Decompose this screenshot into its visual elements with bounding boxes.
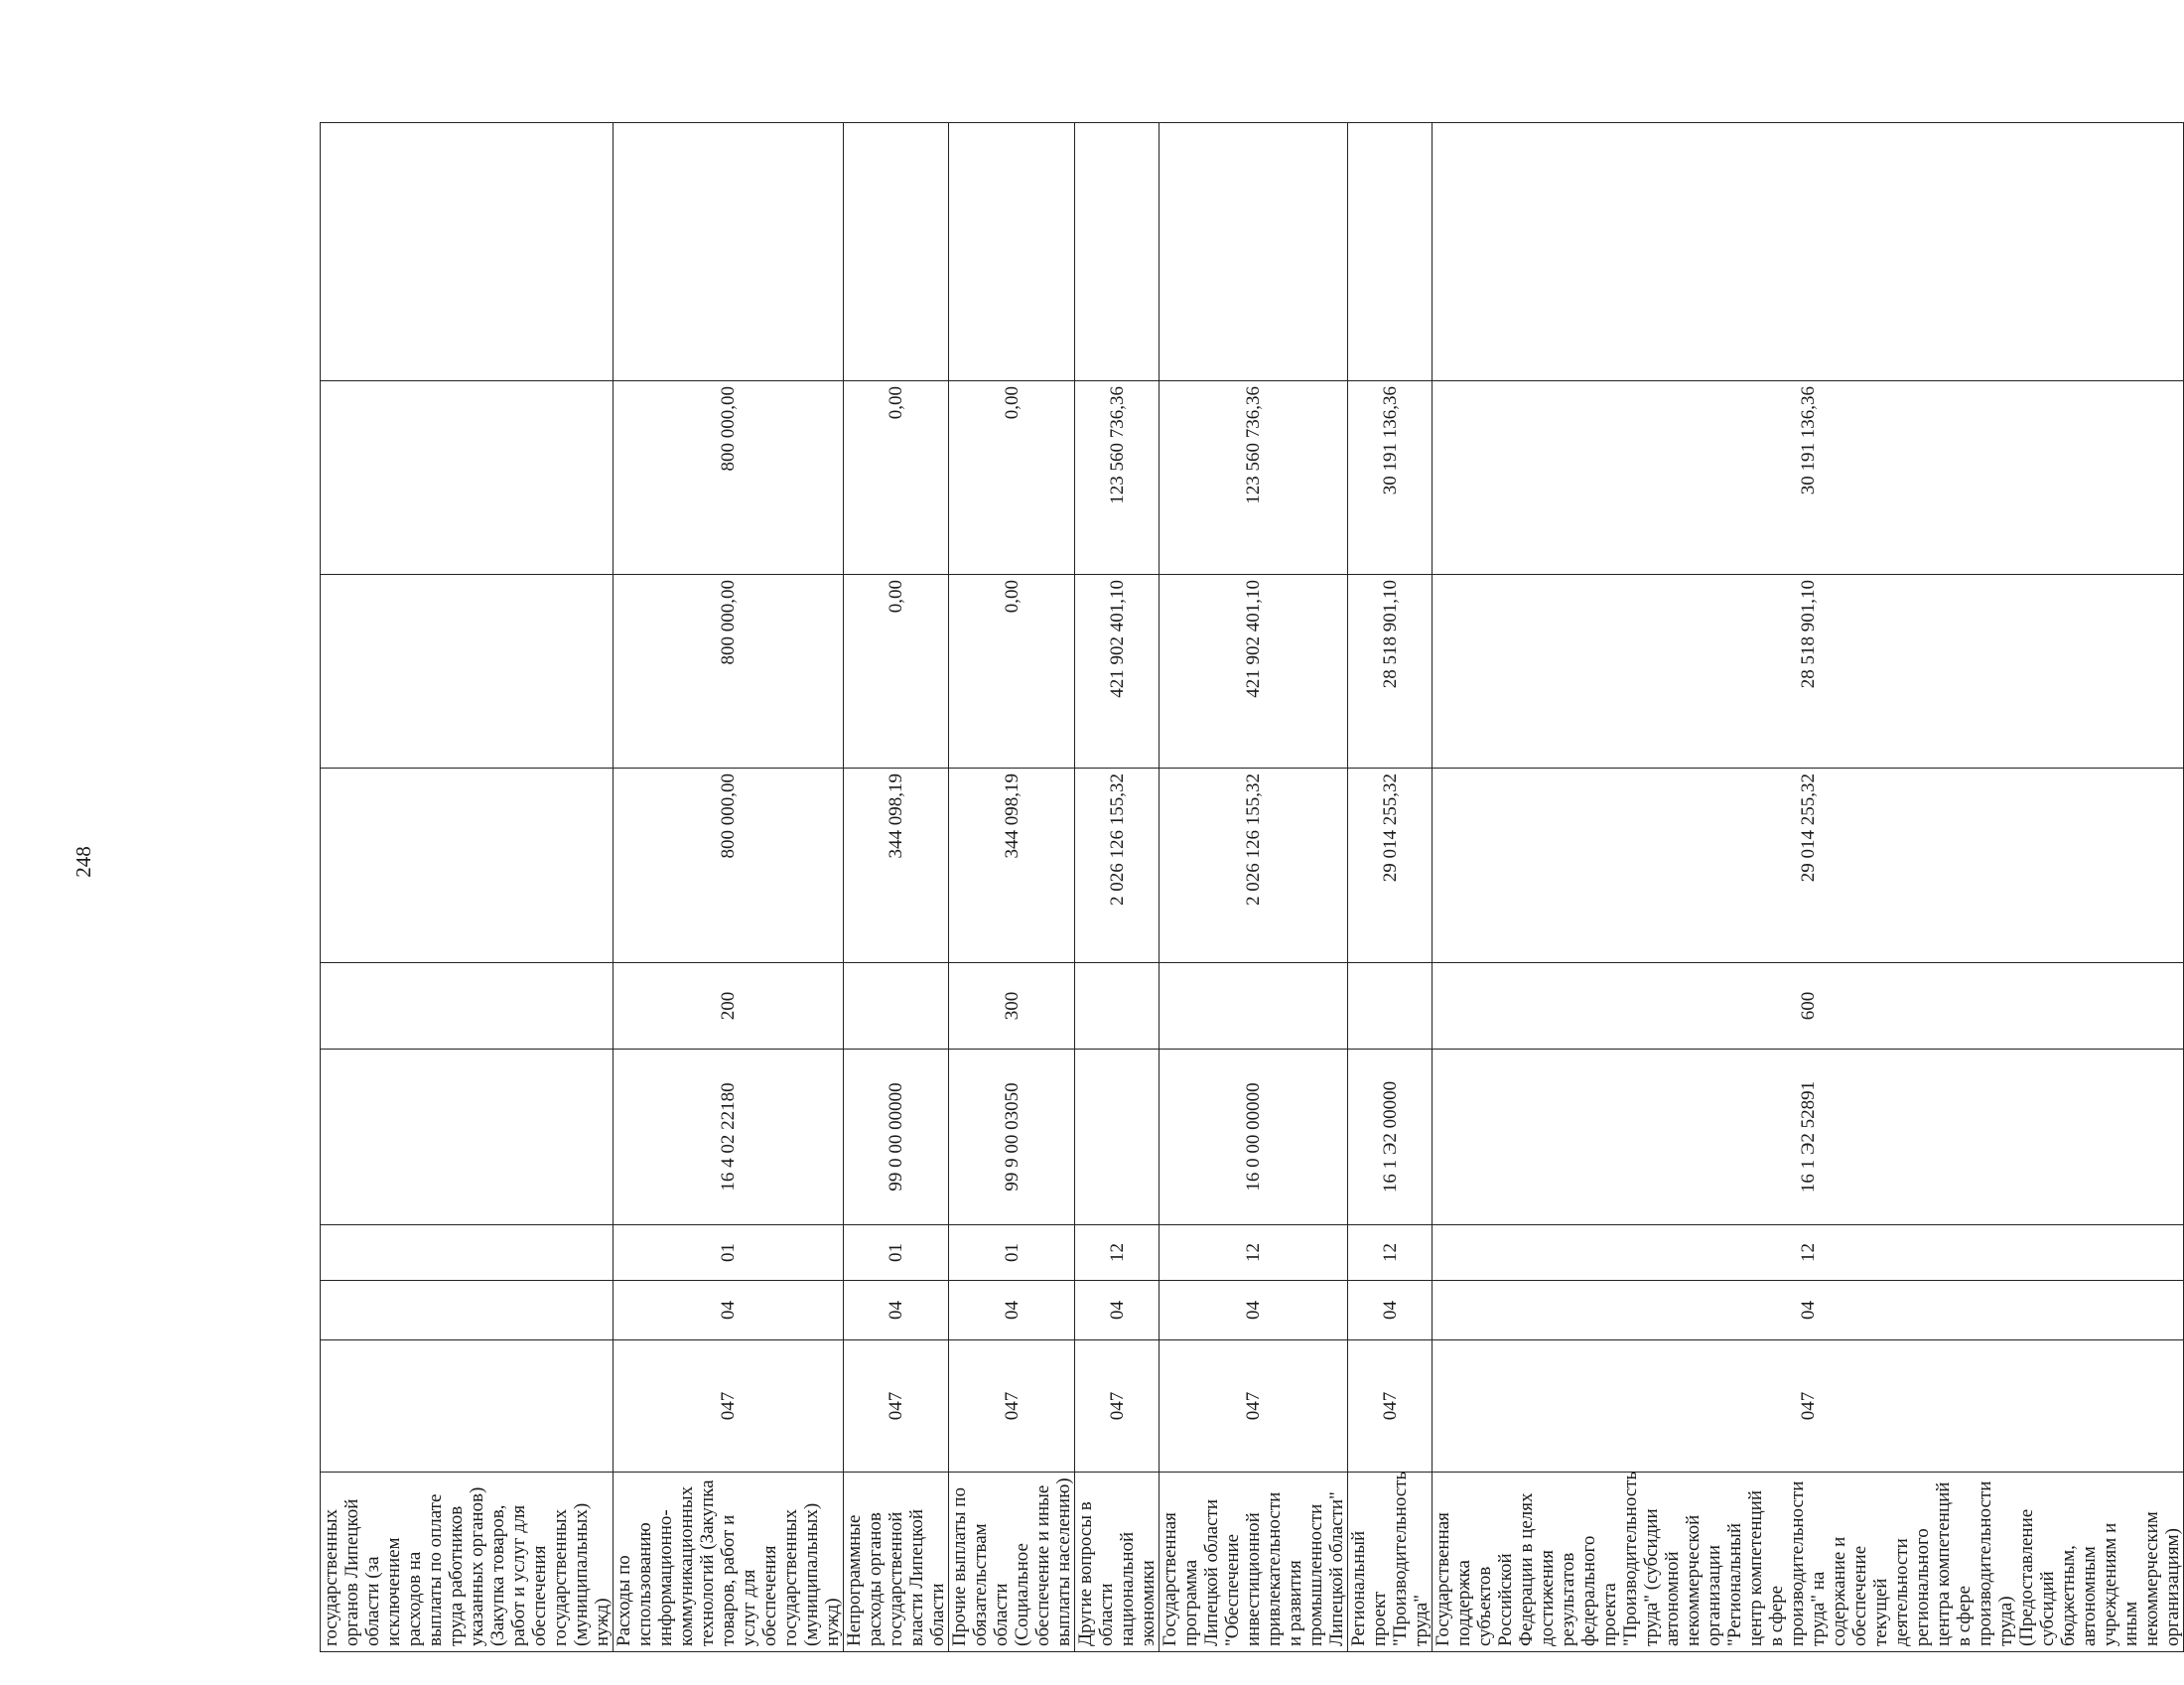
section-cell xyxy=(321,1281,614,1340)
section-cell: 04 xyxy=(1433,1281,2184,1340)
empty-cell xyxy=(1348,123,1433,381)
subsection-cell xyxy=(321,1225,614,1281)
amount-3-cell: 800 000,00 xyxy=(614,381,844,575)
subsection-cell: 01 xyxy=(614,1225,844,1281)
vr-cell xyxy=(1160,963,1348,1050)
vr-cell xyxy=(1075,963,1160,1050)
vr-cell xyxy=(844,963,949,1050)
amount-3-cell: 123 560 736,36 xyxy=(1160,381,1348,575)
amount-2-cell: 28 518 901,10 xyxy=(1433,575,2184,769)
amount-2-cell: 0,00 xyxy=(844,575,949,769)
page-number: 248 xyxy=(71,846,95,878)
amount-1-cell: 800 000,00 xyxy=(614,769,844,963)
row-name: Государственная программа Липецкой области "Обеспечение инвестиционной привлекательности и развития промышленности Липецкой области" xyxy=(1160,1473,1348,1652)
table-row xyxy=(1348,123,1433,1652)
amount-1-cell: 2 026 126 155,32 xyxy=(1160,769,1348,963)
empty-cell xyxy=(949,123,1075,381)
target-cell: 99 0 00 00000 xyxy=(844,1050,949,1225)
table-row xyxy=(614,123,844,1652)
target-cell xyxy=(1075,1050,1160,1225)
section-cell: 04 xyxy=(1075,1281,1160,1340)
table-row xyxy=(844,123,949,1652)
amount-2-cell: 28 518 901,10 xyxy=(1348,575,1433,769)
vr-cell: 200 xyxy=(614,963,844,1050)
section-cell: 04 xyxy=(844,1281,949,1340)
empty-cell xyxy=(614,123,844,381)
table-row xyxy=(321,123,614,1652)
amount-1-cell: 344 098,19 xyxy=(949,769,1075,963)
row-name: Прочие выплаты по обязательствам области (Социальное обеспечение и иные выплаты населению) xyxy=(949,1473,1075,1652)
row-name: Государственная поддержка субъектов Российской Федерации в целях достижения результатов федерального проекта "Производительность труда" (субсидии автономной некоммерческой организации "Региональный центр компетенций в сфере производительности труда" на содержание и обеспечение текущей деятельности регионального центра компетенций в сфере производительности труда) (Предоставление субсидий бюджетным, автономным учреждениям и иным некоммерческим организациям) xyxy=(1433,1473,2184,1652)
row-name: государственных органов Липецкой области (за исключением расходов на выплаты по оплате труда работников указанных органов) (Закупка товаров, работ и услуг для обеспечения государственных (муниципальных) нужд) xyxy=(321,1473,614,1652)
amount-2-cell: 0,00 xyxy=(949,575,1075,769)
amount-1-cell: 344 098,19 xyxy=(844,769,949,963)
vr-cell xyxy=(321,963,614,1050)
empty-cell xyxy=(1433,123,2184,381)
empty-cell xyxy=(1160,123,1348,381)
vr-cell: 600 xyxy=(1433,963,2184,1050)
subsection-cell: 01 xyxy=(844,1225,949,1281)
amount-3-cell: 30 191 136,36 xyxy=(1433,381,2184,575)
target-cell: 16 0 00 00000 xyxy=(1160,1050,1348,1225)
section-cell: 04 xyxy=(949,1281,1075,1340)
row-name: Расходы по использованию информационно-коммуникационных технологий (Закупка товаров, работ и услуг для обеспечения государственных (муниципальных) нужд) xyxy=(614,1473,844,1652)
section-cell: 04 xyxy=(1348,1281,1433,1340)
empty-cell xyxy=(321,123,614,381)
amount-1-cell: 29 014 255,32 xyxy=(1348,769,1433,963)
grbs-cell: 047 xyxy=(844,1340,949,1473)
amount-3-cell: 123 560 736,36 xyxy=(1075,381,1160,575)
table-row xyxy=(1433,123,2184,1652)
grbs-cell: 047 xyxy=(1433,1340,2184,1473)
grbs-cell: 047 xyxy=(1075,1340,1160,1473)
amount-3-cell xyxy=(321,381,614,575)
amount-2-cell: 421 902 401,10 xyxy=(1160,575,1348,769)
subsection-cell: 01 xyxy=(949,1225,1075,1281)
row-name: Региональный проект "Производительность труда" xyxy=(1348,1473,1433,1652)
table-row xyxy=(1075,123,1160,1652)
target-cell: 16 1 Э2 00000 xyxy=(1348,1050,1433,1225)
budget-table-rotated xyxy=(320,123,2183,1652)
section-cell: 04 xyxy=(614,1281,844,1340)
amount-1-cell: 2 026 126 155,32 xyxy=(1075,769,1160,963)
subsection-cell: 12 xyxy=(1160,1225,1348,1281)
grbs-cell xyxy=(321,1340,614,1473)
target-cell: 16 4 02 22180 xyxy=(614,1050,844,1225)
amount-3-cell: 0,00 xyxy=(844,381,949,575)
target-cell: 16 1 Э2 52891 xyxy=(1433,1050,2184,1225)
amount-2-cell xyxy=(321,575,614,769)
target-cell: 99 9 00 03050 xyxy=(949,1050,1075,1225)
row-name: Непрограммные расходы органов государственной власти Липецкой области xyxy=(844,1473,949,1652)
amount-3-cell: 30 191 136,36 xyxy=(1348,381,1433,575)
row-name: Другие вопросы в области национальной экономики xyxy=(1075,1473,1160,1652)
grbs-cell: 047 xyxy=(1160,1340,1348,1473)
table-row xyxy=(949,123,1075,1652)
amount-3-cell: 0,00 xyxy=(949,381,1075,575)
grbs-cell: 047 xyxy=(1348,1340,1433,1473)
vr-cell: 300 xyxy=(949,963,1075,1050)
amount-2-cell: 421 902 401,10 xyxy=(1075,575,1160,769)
table-row xyxy=(1160,123,1348,1652)
amount-1-cell: 29 014 255,32 xyxy=(1433,769,2184,963)
subsection-cell: 12 xyxy=(1433,1225,2184,1281)
subsection-cell: 12 xyxy=(1348,1225,1433,1281)
grbs-cell: 047 xyxy=(614,1340,844,1473)
subsection-cell: 12 xyxy=(1075,1225,1160,1281)
amount-2-cell: 800 000,00 xyxy=(614,575,844,769)
vr-cell xyxy=(1348,963,1433,1050)
empty-cell xyxy=(844,123,949,381)
empty-cell xyxy=(1075,123,1160,381)
section-cell: 04 xyxy=(1160,1281,1348,1340)
grbs-cell: 047 xyxy=(949,1340,1075,1473)
target-cell xyxy=(321,1050,614,1225)
budget-table xyxy=(320,122,2184,1652)
amount-1-cell xyxy=(321,769,614,963)
